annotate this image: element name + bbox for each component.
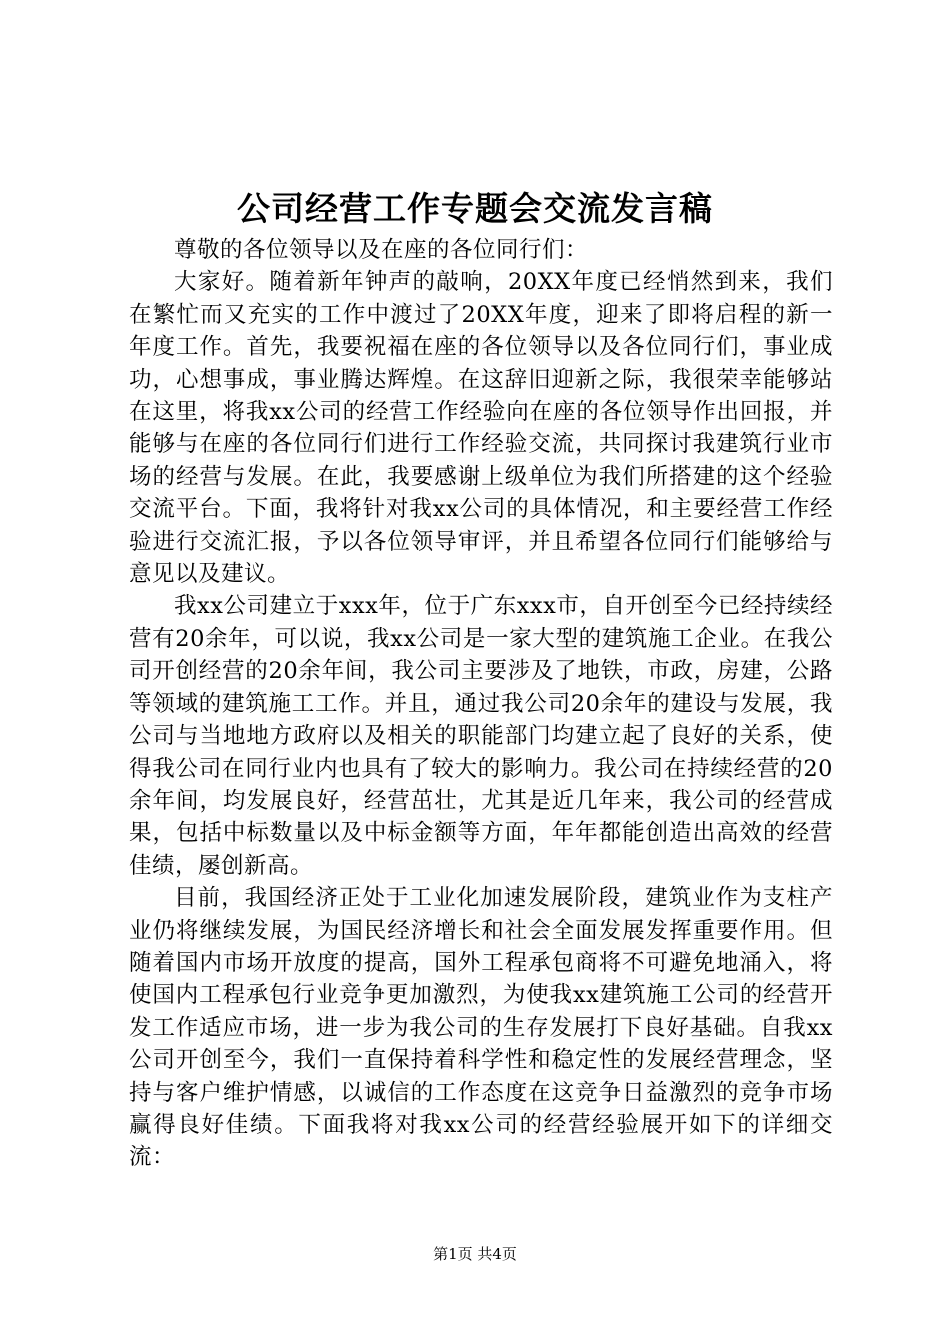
paragraph-market-context: 目前，我国经济正处于工业化加速发展阶段，建筑业作为支柱产业仍将继续发展，为国民经济增长和社会全面发展发挥重要作用。但随着国内市场开放度的提高，国外工程承包商将不可避免地涌入，将使国内工程承包行业竞争更加激烈，为使我xx建筑施工公司的经营开发工作适应市场，进一步为我公司的生存发展打下良好基础。自我xx公司开创至今，我们一直保持着科学性和稳定性的发展经营理念，坚持与客户维护情感，以诚信的工作态度在这竞争日益激烈的竞争市场赢得良好佳绩。下面我将对我xx公司的经营经验展开如下的详细交流： — [129, 885, 833, 1171]
paragraph-opening: 大家好。随着新年钟声的敲响，20XX年度已经悄然到来，我们在繁忙而又充实的工作中渡过了20XX年度，迎来了即将启程的新一年度工作。首先，我要祝福在座的各位领导以及各位同行们，事业成功，心想事成，事业腾达辉煌。在这辞旧迎新之际，我很荣幸能够站在这里，将我xx公司的经营工作经验向在座的各位领导作出回报，并能够与在座的各位同行们进行工作经验交流，共同探讨我建筑行业市场的经营与发展。在此，我要感谢上级单位为我们所搭建的这个经验交流平台。下面，我将针对我xx公司的具体情况，和主要经营工作经验进行交流汇报，予以各位领导审评，并且希望各位同行们能够给与意见以及建议。 — [129, 269, 833, 588]
salutation: 尊敬的各位领导以及在座的各位同行们： — [174, 237, 589, 263]
page-footer: 第1页 共4页 — [433, 1245, 517, 1263]
document-body — [129, 234, 833, 1174]
document-title: 公司经营工作专题会交流发言稿 — [237, 189, 713, 228]
paragraph-company-intro: 我xx公司建立于xxx年，位于广东xxx市，自开创至今已经持续经营有20余年，可以说，我xx公司是一家大型的建筑施工企业。在我公司开创经营的20余年间，我公司主要涉及了地铁，市政，房建，公路等领域的建筑施工工作。并且，通过我公司20余年的建设与发展，我公司与当地地方政府以及相关的职能部门均建立起了良好的关系，使得我公司在同行业内也具有了较大的影响力。我公司在持续经营的20余年间，均发展良好，经营茁壮，尤其是近几年来，我公司的经营成果，包括中标数量以及中标金额等方面，年年都能创造出高效的经营佳绩，屡创新高。 — [129, 593, 833, 879]
